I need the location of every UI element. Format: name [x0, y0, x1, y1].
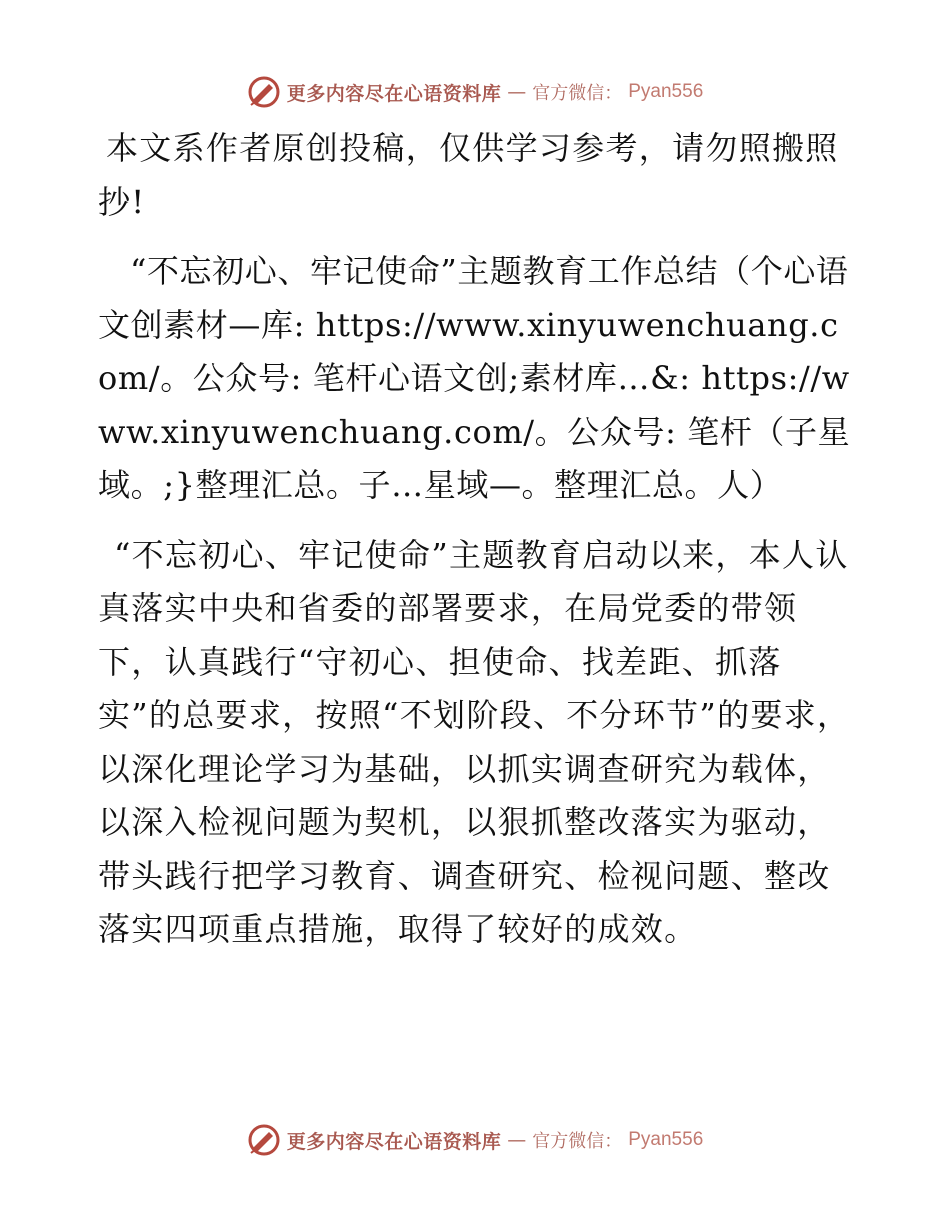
copyright-notice: 本文系作者原创投稿，仅供学习参考，请勿照搬照抄! [98, 129, 839, 221]
banner-separator: — [507, 1129, 527, 1151]
pen-logo-icon [247, 75, 281, 109]
header-banner [0, 70, 950, 114]
banner-wechat-id: Pyan556 [628, 1129, 704, 1150]
banner-wechat-id: Pyan556 [628, 81, 704, 102]
banner-site-text: 更多内容尽在心语资料库 [286, 82, 502, 105]
document-title: “不忘初心、牢记使命”主题教育工作总结（个心语文创素材—库: https://www.xinyuwenchuang.com/。公众号: 笔杆心语文创;素材库…&: https://www.xinyuwenchuang.com/。公众号: 笔杆（子星域。;}整理汇总。子…星域—。整理汇总。人） [98, 252, 851, 504]
banner-site-text: 更多内容尽在心语资料库 [286, 1130, 502, 1153]
pen-logo-icon [247, 1123, 281, 1157]
footer-banner [0, 1118, 950, 1162]
banner-separator: — [507, 81, 527, 103]
document-body [98, 122, 858, 957]
banner-wechat-label: 官方微信： [532, 1131, 623, 1152]
banner-wechat-label: 官方微信： [532, 83, 623, 104]
body-paragraph: “不忘初心、牢记使命”主题教育启动以来，本人认真落实中央和省委的部署要求，在局党委的带领下，认真践行“守初心、担使命、找差距、抓落实”的总要求，按照“不划阶段、不分环节”的要求，以深化理论学习为基础，以抓实调查研究为载体，以深入检视问题为契机，以狠抓整改落实为驱动，带头践行把学习教育、调查研究、检视问题、整改落实四项重点措施，取得了较好的成效。 [98, 535, 851, 948]
